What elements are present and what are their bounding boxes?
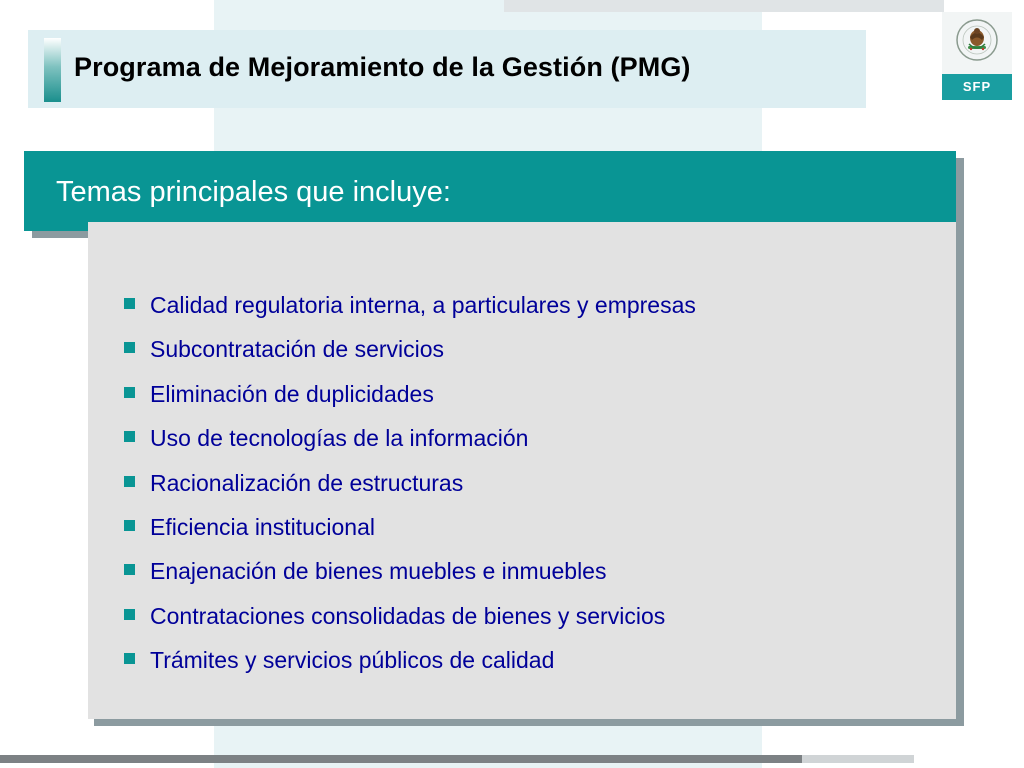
topic-label: Racionalización de estructuras [150,469,464,496]
topic-label: Contrataciones consolidadas de bienes y servicios [150,602,666,629]
square-bullet-icon [124,609,135,620]
square-bullet-icon [124,476,135,487]
topic-label: Enajenación de bienes muebles e inmuebles [150,558,607,585]
square-bullet-icon [124,342,135,353]
square-bullet-icon [124,564,135,575]
square-bullet-icon [124,298,135,309]
list-item [122,377,696,421]
top-stripe [504,0,944,12]
list-item [122,466,696,510]
topic-list [122,288,696,688]
square-bullet-icon [124,431,135,442]
topic-label: Subcontratación de servicios [150,336,445,363]
title-accent-bar [44,38,61,102]
topic-label: Trámites y servicios públicos de calidad [150,647,555,674]
square-bullet-icon [124,653,135,664]
list-item [122,554,696,598]
list-item [122,599,696,643]
sfp-label: SFP [942,74,1012,100]
section-heading: Temas principales que incluye: [56,176,451,208]
list-item [122,332,696,376]
square-bullet-icon [124,387,135,398]
slide-title: Programa de Mejoramiento de la Gestión (PMG) [74,52,691,82]
list-item [122,288,696,332]
list-item [122,421,696,465]
list-item [122,643,696,687]
sfp-logo [942,12,1012,100]
footer-bar-light [802,755,914,763]
topic-label: Eliminación de duplicidades [150,380,434,407]
square-bullet-icon [124,520,135,531]
topic-label: Eficiencia institucional [150,513,376,540]
list-item [122,510,696,554]
topic-label: Uso de tecnologías de la información [150,425,529,452]
topic-label: Calidad regulatoria interna, a particulares y empresas [150,292,696,318]
footer-bar [0,755,802,763]
mexican-coat-of-arms-icon [955,18,999,62]
